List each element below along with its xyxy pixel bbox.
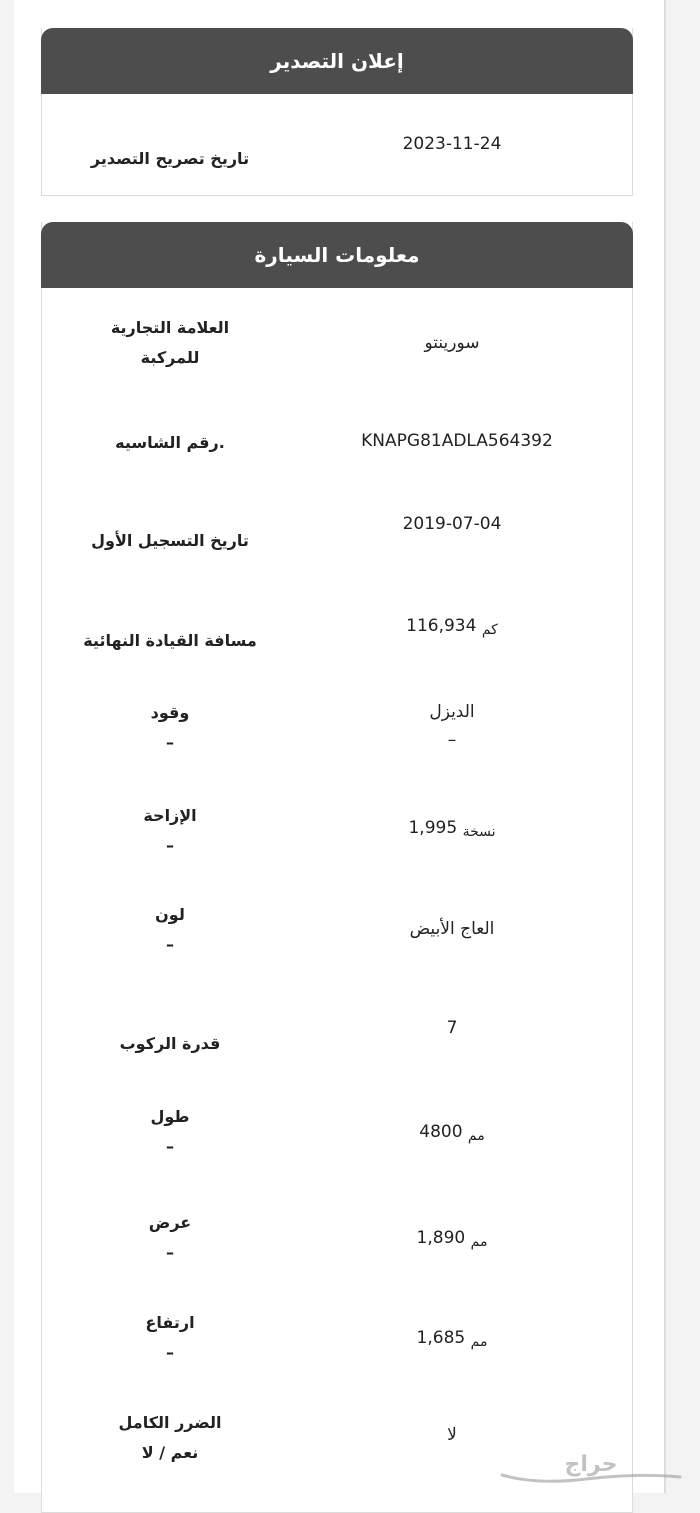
displacement-value [332, 814, 572, 843]
width-number: 1,890 [416, 1228, 466, 1248]
export-date-label: تاريخ تصريح التصدير [90, 149, 250, 168]
vehicle-card-title: معلومات السيارة [254, 243, 420, 267]
watermark-text: حراج [564, 1452, 618, 1477]
fuel-value: الديزل – [429, 702, 475, 750]
displacement-number: 1,995 [408, 818, 458, 838]
brand-value: سورينتو [424, 333, 480, 353]
first-registration-label: تاريخ التسجيل الأول [91, 531, 249, 550]
brand-label: العلامة التجارية للمركبة [110, 318, 230, 367]
fuel-label: وقود – [150, 703, 190, 752]
export-date-row [42, 94, 632, 195]
width-row [42, 1188, 632, 1288]
export-card-header [41, 28, 633, 94]
length-row [42, 1088, 632, 1188]
scrollbar-track[interactable] [664, 0, 666, 1493]
export-declaration-card [41, 28, 633, 196]
color-row [42, 888, 632, 988]
total-loss-value: لا [447, 1425, 457, 1445]
haraj-watermark-logo [496, 1447, 686, 1487]
length-unit: مم [467, 1128, 485, 1144]
mileage-label: مسافة القيادة النهائية [83, 631, 257, 650]
color-label: لون – [155, 905, 185, 954]
export-date-value: 2023-11-24 [402, 134, 502, 154]
vehicle-info-card [41, 222, 633, 1513]
total-loss-label: الضرر الكامل نعم / لا [118, 1413, 222, 1462]
chassis-value: KNAPG81ADLA564392 [361, 431, 553, 451]
height-number: 1,685 [416, 1328, 466, 1348]
height-value [332, 1324, 572, 1353]
displacement-unit: نسخة [462, 824, 496, 840]
mileage-unit: كم [481, 622, 498, 638]
mileage-row [42, 588, 632, 688]
length-number: 4800 [419, 1122, 463, 1142]
mileage-value [332, 612, 572, 641]
export-card-title: إعلان التصدير [270, 49, 404, 73]
length-label: طول – [150, 1107, 190, 1156]
first-registration-value: 2019-07-04 [402, 514, 502, 534]
chassis-row [42, 388, 632, 488]
width-label: عرض – [148, 1213, 192, 1262]
height-row [42, 1288, 632, 1388]
height-unit: مم [470, 1334, 488, 1350]
seating-label: قدرة الركوب [119, 1034, 221, 1053]
chassis-label: .رقم الشاسيه [115, 433, 225, 452]
height-label: ارتفاع – [145, 1313, 195, 1362]
width-value [332, 1224, 572, 1253]
displacement-label: الإزاحة – [143, 806, 197, 855]
brand-row [42, 288, 632, 388]
displacement-row [42, 788, 632, 888]
vehicle-card-header [41, 222, 633, 288]
seating-row [42, 988, 632, 1088]
first-registration-row [42, 488, 632, 588]
seating-value: 7 [446, 1018, 458, 1038]
fuel-row [42, 688, 632, 788]
color-value: العاج الأبيض [409, 919, 495, 939]
width-unit: مم [470, 1234, 488, 1250]
mileage-number: 116,934 [406, 616, 477, 636]
length-value [332, 1118, 572, 1147]
